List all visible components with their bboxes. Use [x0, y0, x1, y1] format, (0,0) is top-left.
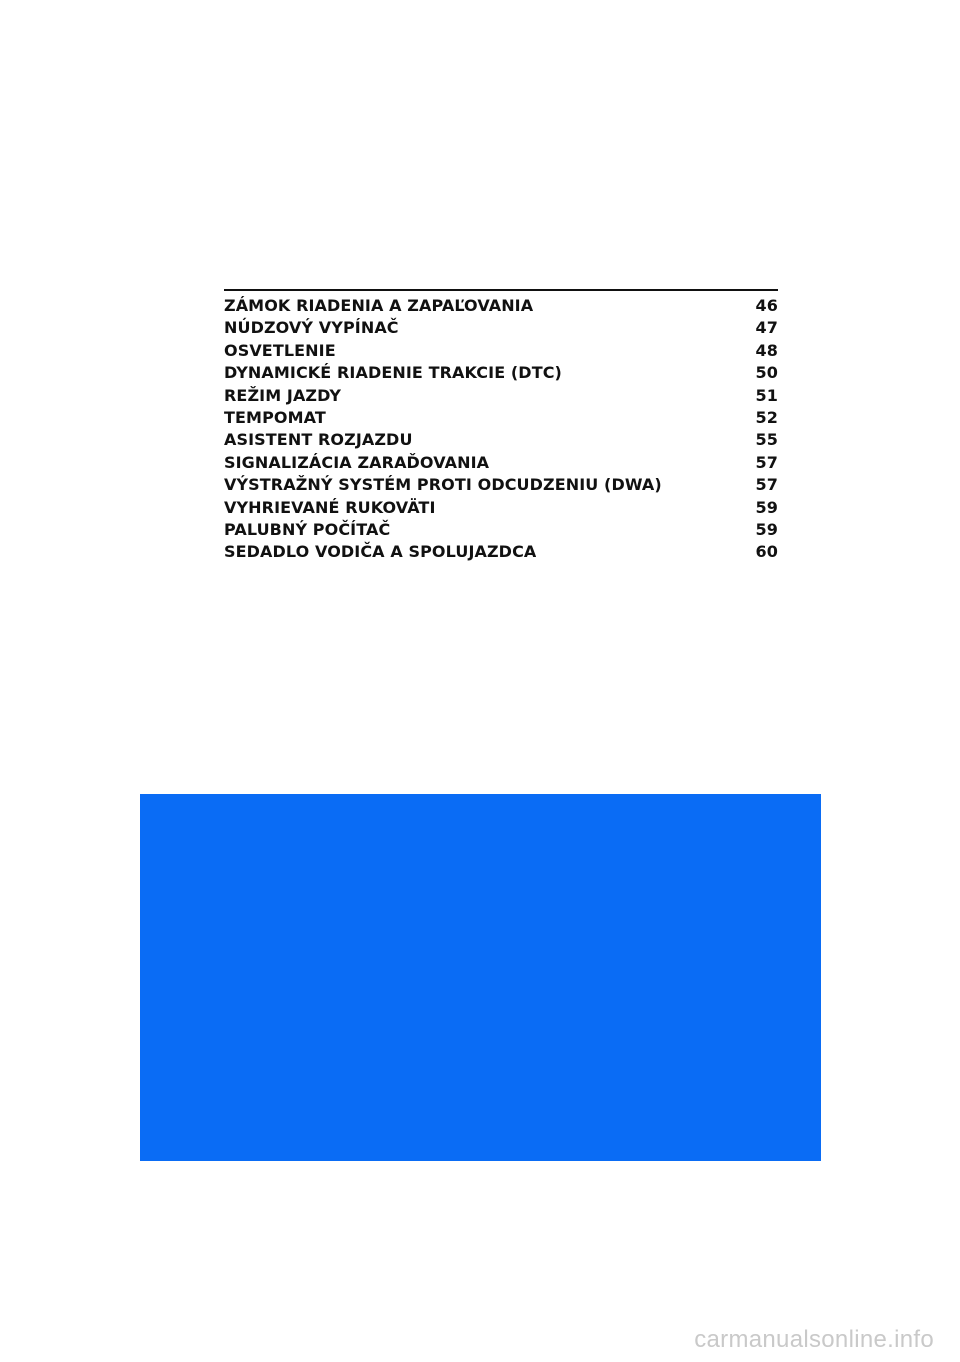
- toc-entry-title: DYNAMICKÉ RIADENIE TRAKCIE (DTC): [224, 363, 562, 383]
- toc-entry-title: NÚDZOVÝ VYPÍNAČ: [224, 318, 399, 338]
- toc-entry-title: SEDADLO VODIČA A SPOLUJAZDCA: [224, 542, 537, 562]
- toc-entry[interactable]: [224, 295, 778, 317]
- toc-entry-page: 47: [755, 318, 778, 338]
- toc-entry[interactable]: [224, 541, 778, 563]
- watermark-text: carmanualsonline.info: [694, 1326, 934, 1353]
- toc-entry[interactable]: [224, 519, 778, 541]
- toc-entry-page: 57: [755, 475, 778, 495]
- toc-entry-page: 57: [755, 452, 778, 472]
- toc-entry-title: VYHRIEVANÉ RUKOVÄTI: [224, 497, 436, 517]
- toc-entry-title: SIGNALIZÁCIA ZARAĎOVANIA: [224, 452, 490, 472]
- toc-entry-title: REŽIM JAZDY: [224, 385, 342, 405]
- toc-entry-title: TEMPOMAT: [224, 407, 326, 427]
- toc-entry-page: 55: [755, 430, 778, 450]
- table-of-contents: [224, 289, 778, 564]
- toc-entry[interactable]: [224, 362, 778, 384]
- toc-entry-page: 51: [755, 385, 778, 405]
- toc-entry-title: VÝSTRAŽNÝ SYSTÉM PROTI ODCUDZENIU (DWA): [224, 475, 662, 495]
- toc-entry-title: ASISTENT ROZJAZDU: [224, 430, 413, 450]
- toc-entry-page: 59: [755, 497, 778, 517]
- toc-entry[interactable]: [224, 317, 778, 339]
- toc-entry[interactable]: [224, 474, 778, 496]
- toc-entry[interactable]: [224, 407, 778, 429]
- toc-entry-title: ZÁMOK RIADENIA A ZAPAĽOVANIA: [224, 296, 534, 315]
- toc-entry[interactable]: [224, 497, 778, 519]
- toc-entry-page: 52: [755, 407, 778, 427]
- toc-entry-page: 60: [755, 542, 778, 562]
- toc-entry-title: PALUBNÝ POČÍTAČ: [224, 519, 391, 539]
- toc-entry[interactable]: [224, 452, 778, 474]
- blue-panel: [140, 794, 821, 1161]
- toc-entry[interactable]: [224, 340, 778, 362]
- toc-entry-page: 59: [755, 519, 778, 539]
- toc-entry[interactable]: [224, 429, 778, 451]
- toc-entry-page: 48: [755, 340, 778, 360]
- toc-entry[interactable]: [224, 385, 778, 407]
- toc-entry-page: 50: [755, 363, 778, 383]
- toc-entry-title: OSVETLENIE: [224, 340, 336, 360]
- toc-entry-page: 46: [755, 296, 778, 315]
